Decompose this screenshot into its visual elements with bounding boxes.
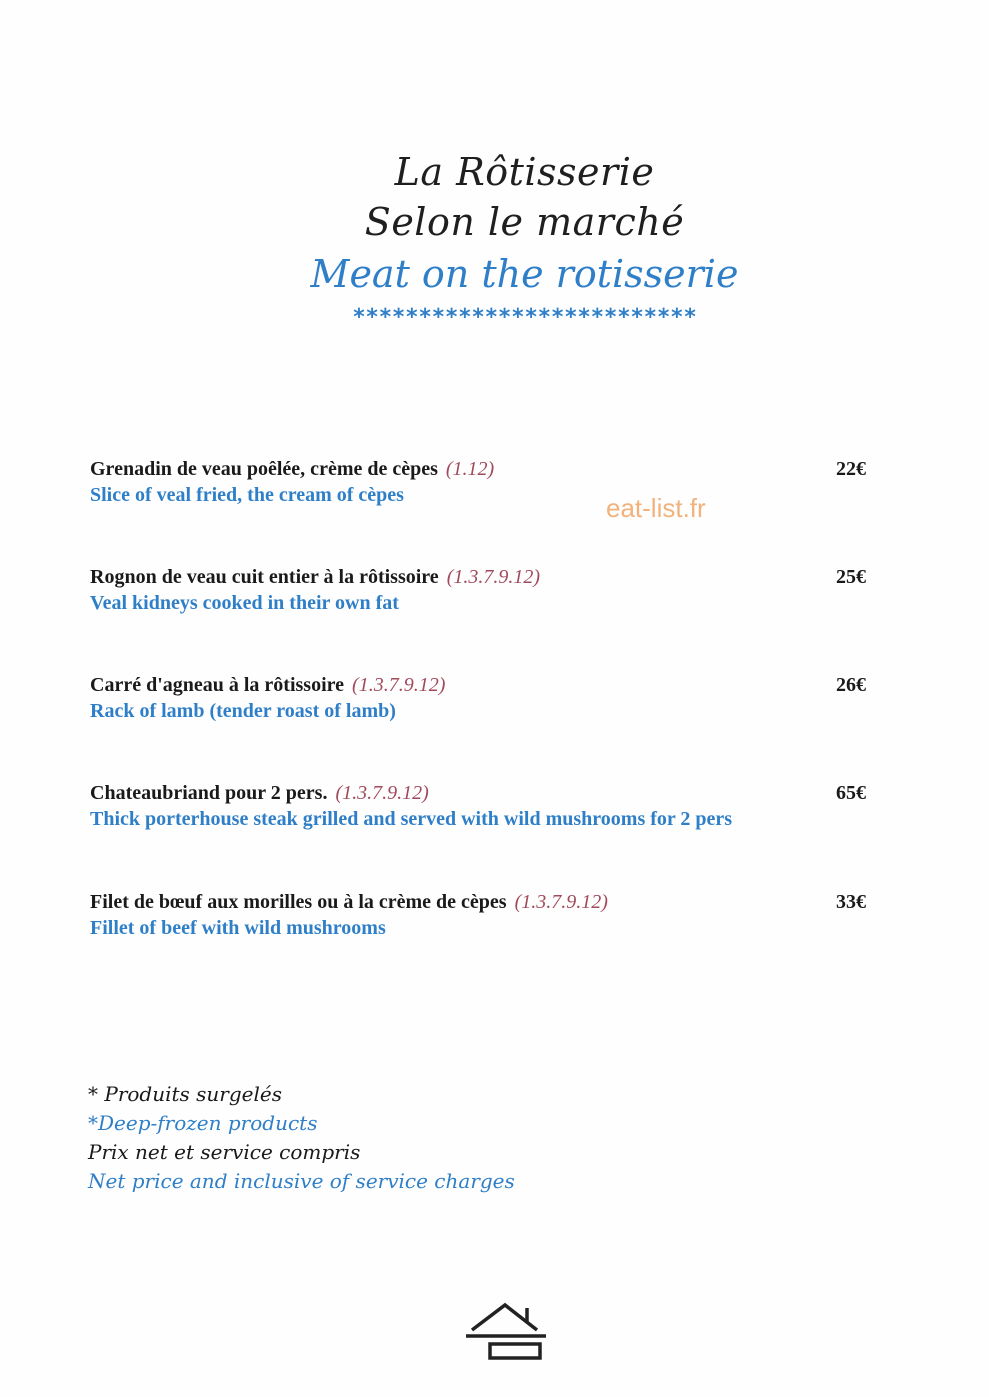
item-allergens: (1.3.7.9.12) <box>514 891 608 913</box>
item-name-en: Fillet of beef with wild mushrooms <box>90 917 386 939</box>
menu-item <box>90 674 880 723</box>
item-allergens: (1.3.7.9.12) <box>335 782 429 804</box>
item-name-fr: Carré d'agneau à la rôtissoire <box>90 674 345 696</box>
item-name-en: Rack of lamb (tender roast of lamb) <box>90 700 396 722</box>
title-english: Meat on the rotisserie <box>310 252 739 296</box>
watermark: eat-list.fr <box>606 493 706 523</box>
item-price: 33€ <box>836 891 866 913</box>
menu-item <box>90 782 880 831</box>
stars-divider: ************************** <box>352 305 697 330</box>
item-price: 25€ <box>836 566 866 588</box>
item-allergens: (1.3.7.9.12) <box>446 566 541 588</box>
menu-item <box>90 566 880 615</box>
footnotes <box>88 1080 515 1196</box>
item-name-fr: Filet de bœuf aux morilles ou à la crème de cèpes <box>90 891 507 913</box>
note-price-en: Net price and inclusive of service charges <box>88 1169 515 1193</box>
menu-item <box>90 891 880 940</box>
item-name-en: Slice of veal fried, the cream of cèpes <box>90 484 404 506</box>
note-frozen-fr: * Produits surgelés <box>88 1082 282 1106</box>
item-name-en: Thick porterhouse steak grilled and served with wild mushrooms for 2 pers <box>90 808 733 830</box>
home-icon <box>462 1300 550 1367</box>
item-price: 26€ <box>836 674 866 696</box>
item-price: 22€ <box>836 458 866 480</box>
menu-item <box>90 458 880 507</box>
note-frozen-en: *Deep-frozen products <box>88 1111 318 1135</box>
title-line-2: Selon le marché <box>364 200 685 244</box>
item-name-fr: Grenadin de veau poêlée, crème de cèpes <box>90 458 438 480</box>
item-name-fr: Chateaubriand pour 2 pers. <box>90 782 328 804</box>
item-name-fr: Rognon de veau cuit entier à la rôtissoire <box>90 566 439 588</box>
item-price: 65€ <box>836 782 866 804</box>
item-name-en: Veal kidneys cooked in their own fat <box>90 592 399 614</box>
item-allergens: (1.12) <box>445 458 495 480</box>
title-line-1: La Rôtisserie <box>394 150 655 194</box>
note-price-fr: Prix net et service compris <box>88 1140 361 1164</box>
item-allergens: (1.3.7.9.12) <box>352 674 446 696</box>
